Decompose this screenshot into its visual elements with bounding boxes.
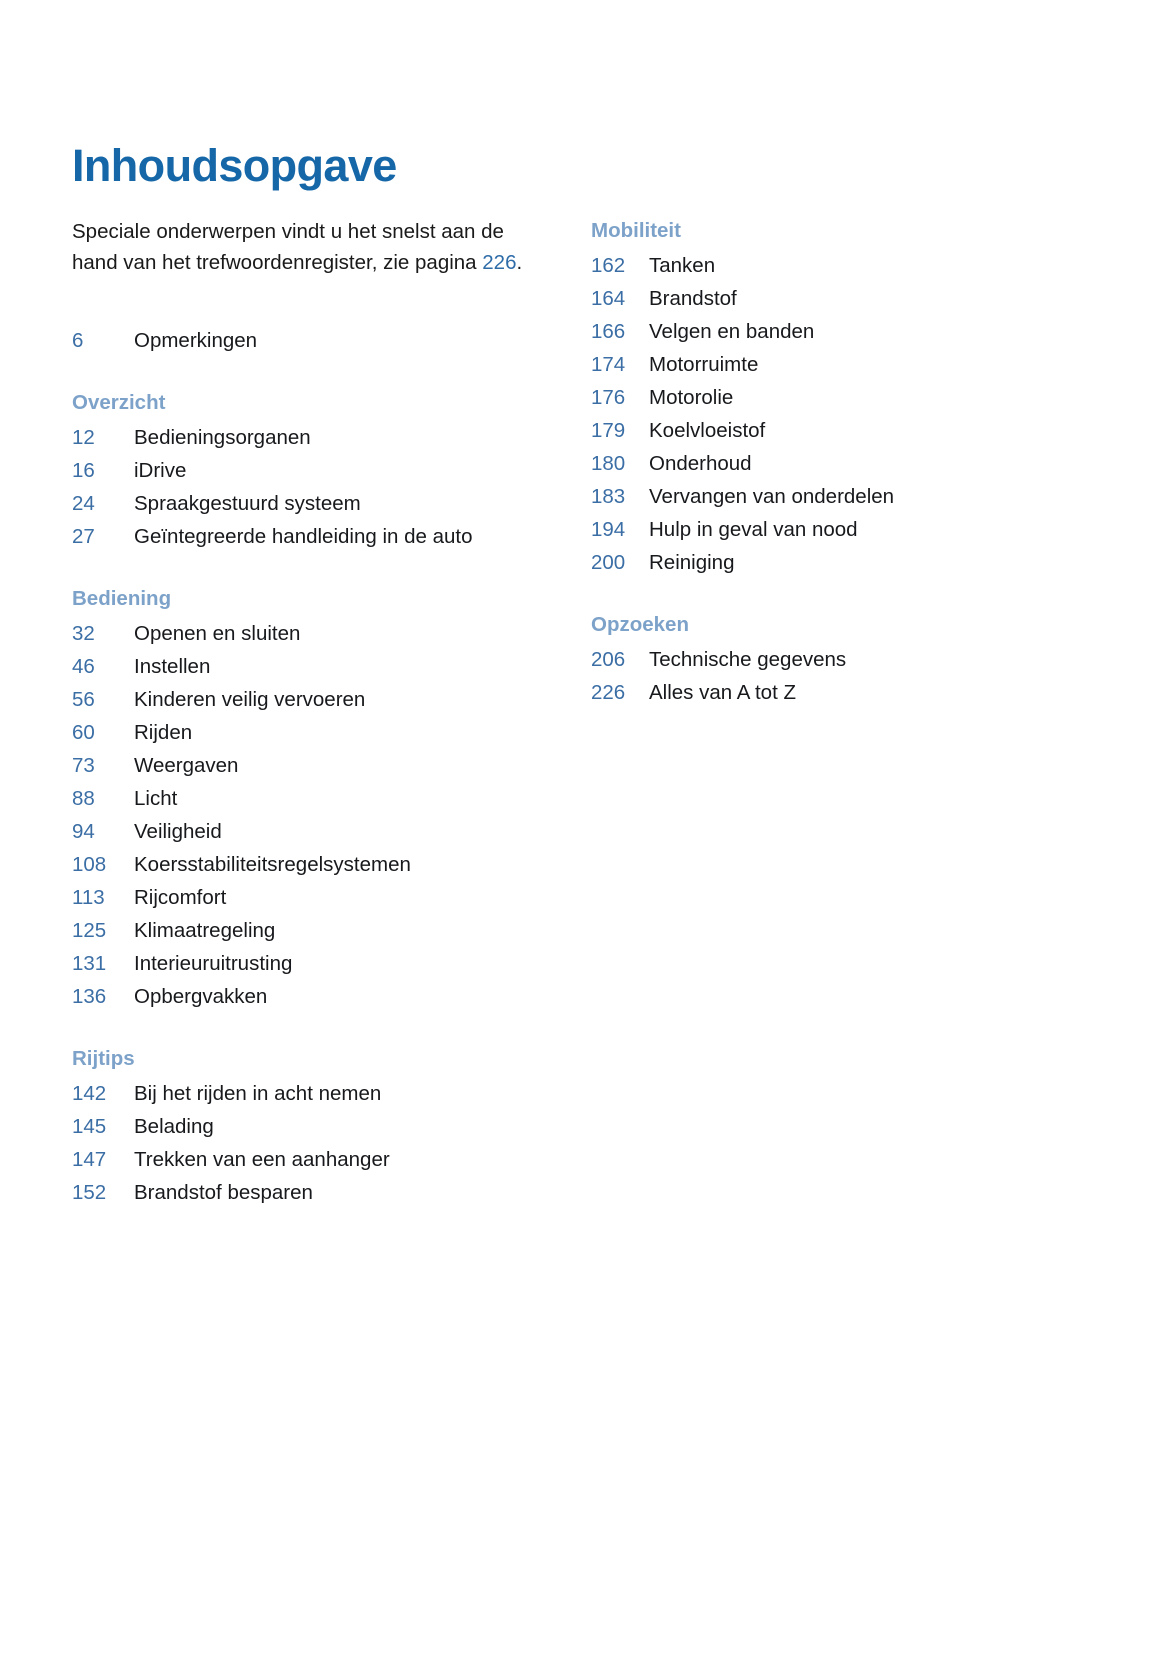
toc-entry-page-number[interactable]: 136 xyxy=(72,985,107,1008)
toc-entry-title[interactable]: Trekken van een aanhanger xyxy=(134,1148,390,1171)
toc-entry-title[interactable]: Weergaven xyxy=(134,754,239,777)
toc-entry-page-number[interactable]: 60 xyxy=(72,721,95,744)
toc-entry-page-number[interactable]: 145 xyxy=(72,1115,107,1138)
toc-entry-page-number[interactable]: 27 xyxy=(72,525,95,548)
toc-group-overzicht xyxy=(72,388,552,553)
toc-entry[interactable] xyxy=(591,447,1123,480)
toc-entry-title[interactable]: Brandstof besparen xyxy=(134,1181,313,1204)
toc-entry-title[interactable]: Reiniging xyxy=(649,551,735,574)
toc-entry-title[interactable]: Motorolie xyxy=(649,386,734,409)
toc-entry-title[interactable]: Bedieningsorganen xyxy=(134,426,311,449)
toc-entry[interactable] xyxy=(72,947,552,980)
toc-entry-title[interactable]: Interieuruitrusting xyxy=(134,952,293,975)
toc-entry-title[interactable]: Geïntegreerde handleiding in de auto xyxy=(134,525,473,548)
toc-entry[interactable] xyxy=(72,815,552,848)
toc-entry-page-number[interactable]: 176 xyxy=(591,386,626,409)
toc-group-opzoeken xyxy=(591,610,1123,709)
toc-entry[interactable] xyxy=(591,315,1123,348)
intro-paragraph xyxy=(72,216,527,278)
toc-entry-page-number[interactable]: 73 xyxy=(72,754,95,777)
toc-entry[interactable] xyxy=(591,643,1123,676)
toc-group-heading: Mobiliteit xyxy=(591,219,681,242)
toc-entry-page-number[interactable]: 142 xyxy=(72,1082,107,1105)
toc-entry-title[interactable]: Koelvloeistof xyxy=(649,419,766,442)
toc-entry[interactable] xyxy=(72,716,552,749)
toc-entry[interactable] xyxy=(591,282,1123,315)
toc-entry-page-number[interactable]: 32 xyxy=(72,622,95,645)
toc-entry-page-number[interactable]: 183 xyxy=(591,485,626,508)
toc-entry-title[interactable]: Rijcomfort xyxy=(134,886,227,909)
toc-entry-title[interactable]: Bij het rijden in acht nemen xyxy=(134,1082,382,1105)
toc-group-rijtips xyxy=(72,1044,552,1209)
toc-entry-page-number[interactable]: 179 xyxy=(591,419,626,442)
toc-entry-title[interactable]: Klimaatregeling xyxy=(134,919,276,942)
toc-entry-page-number[interactable]: 6 xyxy=(72,329,84,352)
toc-columns xyxy=(0,216,1165,1209)
toc-entry-page-number[interactable]: 200 xyxy=(591,551,626,574)
toc-entry[interactable] xyxy=(72,683,552,716)
toc-entry[interactable] xyxy=(72,1143,552,1176)
toc-entry-title[interactable]: Vervangen van onderdelen xyxy=(649,485,895,508)
toc-entry-title[interactable]: Technische gegevens xyxy=(649,648,847,671)
toc-entry[interactable] xyxy=(72,454,552,487)
toc-entry-page-number[interactable]: 164 xyxy=(591,287,626,310)
toc-entry[interactable] xyxy=(591,480,1123,513)
toc-entry-title[interactable]: Tanken xyxy=(649,254,716,277)
toc-entry-page-number[interactable]: 194 xyxy=(591,518,626,541)
toc-entry-page-number[interactable]: 108 xyxy=(72,853,107,876)
toc-right-groups xyxy=(591,216,1123,709)
toc-entry-page-number[interactable]: 166 xyxy=(591,320,626,343)
toc-entry-page-number[interactable]: 162 xyxy=(591,254,626,277)
toc-entry-title[interactable]: Opmerkingen xyxy=(134,329,258,352)
toc-entry[interactable] xyxy=(72,1077,552,1110)
toc-entry-page-number[interactable]: 206 xyxy=(591,648,626,671)
toc-entry-page-number[interactable]: 131 xyxy=(72,952,107,975)
toc-entry-page-number[interactable]: 125 xyxy=(72,919,107,942)
toc-left-groups xyxy=(72,324,552,1209)
toc-entry-title[interactable]: Motorruimte xyxy=(649,353,759,376)
toc-entry-page-number[interactable]: 12 xyxy=(72,426,95,449)
toc-entry[interactable] xyxy=(591,381,1123,414)
toc-entry[interactable] xyxy=(72,1176,552,1209)
toc-entry[interactable] xyxy=(72,848,552,881)
toc-entry-title[interactable]: Spraakgestuurd systeem xyxy=(134,492,361,515)
toc-entry-title[interactable]: Koersstabiliteitsregelsystemen xyxy=(134,853,411,876)
toc-entry-title[interactable]: Alles van A tot Z xyxy=(649,681,796,704)
toc-group-mobiliteit xyxy=(591,216,1123,579)
toc-entry-page-number[interactable]: 226 xyxy=(591,681,626,704)
toc-entry[interactable] xyxy=(72,520,552,553)
toc-entry-title[interactable]: Openen en sluiten xyxy=(134,622,301,645)
toc-entry[interactable] xyxy=(72,650,552,683)
toc-entry-title[interactable]: Veiligheid xyxy=(134,820,222,843)
toc-entry-title[interactable]: Velgen en banden xyxy=(649,320,815,343)
toc-entry-title[interactable]: iDrive xyxy=(134,459,187,482)
toc-entry[interactable] xyxy=(72,980,552,1013)
toc-entry-title[interactable]: Licht xyxy=(134,787,178,810)
toc-entry[interactable] xyxy=(72,617,552,650)
toc-entry[interactable] xyxy=(72,749,552,782)
toc-left-column xyxy=(0,216,580,1209)
toc-entry-page-number[interactable]: 174 xyxy=(591,353,626,376)
toc-entry-page-number[interactable]: 113 xyxy=(72,886,105,909)
intro-page-xref[interactable]: 226 xyxy=(482,251,517,274)
toc-entry[interactable] xyxy=(72,881,552,914)
toc-entry-page-number[interactable]: 46 xyxy=(72,655,95,678)
toc-entry-page-number[interactable]: 24 xyxy=(72,492,95,515)
toc-entry[interactable] xyxy=(591,348,1123,381)
toc-entry-page-number[interactable]: 180 xyxy=(591,452,626,475)
toc-entry-title[interactable]: Onderhoud xyxy=(649,452,752,475)
toc-right-column xyxy=(591,216,1151,709)
toc-entry-title[interactable]: Opbergvakken xyxy=(134,985,268,1008)
toc-entry[interactable] xyxy=(72,421,552,454)
toc-entry[interactable] xyxy=(72,782,552,815)
toc-entry[interactable] xyxy=(591,249,1123,282)
toc-entry-title[interactable]: Instellen xyxy=(134,655,211,678)
toc-entry-page-number[interactable]: 16 xyxy=(72,459,95,482)
toc-group-heading: Opzoeken xyxy=(591,613,689,636)
toc-entry-page-number[interactable]: 94 xyxy=(72,820,95,843)
toc-entry-page-number[interactable]: 147 xyxy=(72,1148,107,1171)
toc-entry-page-number[interactable]: 88 xyxy=(72,787,95,810)
intro-text-after: . xyxy=(516,251,523,274)
toc-entry-page-number[interactable]: 152 xyxy=(72,1181,107,1204)
toc-entry[interactable] xyxy=(591,414,1123,447)
toc-entry-title[interactable]: Kinderen veilig vervoeren xyxy=(134,688,366,711)
toc-entry[interactable] xyxy=(72,1110,552,1143)
toc-entry[interactable] xyxy=(591,546,1123,579)
toc-group-bediening xyxy=(72,584,552,1013)
page-title: Inhoudsopgave xyxy=(72,140,397,192)
toc-group-heading: Bediening xyxy=(72,587,172,610)
toc-entry[interactable] xyxy=(72,324,552,357)
toc-entry-page-number[interactable]: 56 xyxy=(72,688,95,711)
toc-group-intro xyxy=(72,324,552,357)
toc-entry[interactable] xyxy=(591,676,1123,709)
intro-text-before: Speciale onderwerpen vindt u het snelst aan de hand van het trefwoordenregister, zie pagina xyxy=(72,220,504,274)
toc-entry-title[interactable]: Hulp in geval van nood xyxy=(649,518,858,541)
toc-entry-title[interactable]: Belading xyxy=(134,1115,214,1138)
toc-group-heading: Overzicht xyxy=(72,391,166,414)
toc-entry-title[interactable]: Brandstof xyxy=(649,287,737,310)
toc-entry[interactable] xyxy=(591,513,1123,546)
toc-entry-title[interactable]: Rijden xyxy=(134,721,193,744)
toc-entry[interactable] xyxy=(72,914,552,947)
toc-group-heading: Rijtips xyxy=(72,1047,135,1070)
toc-entry[interactable] xyxy=(72,487,552,520)
